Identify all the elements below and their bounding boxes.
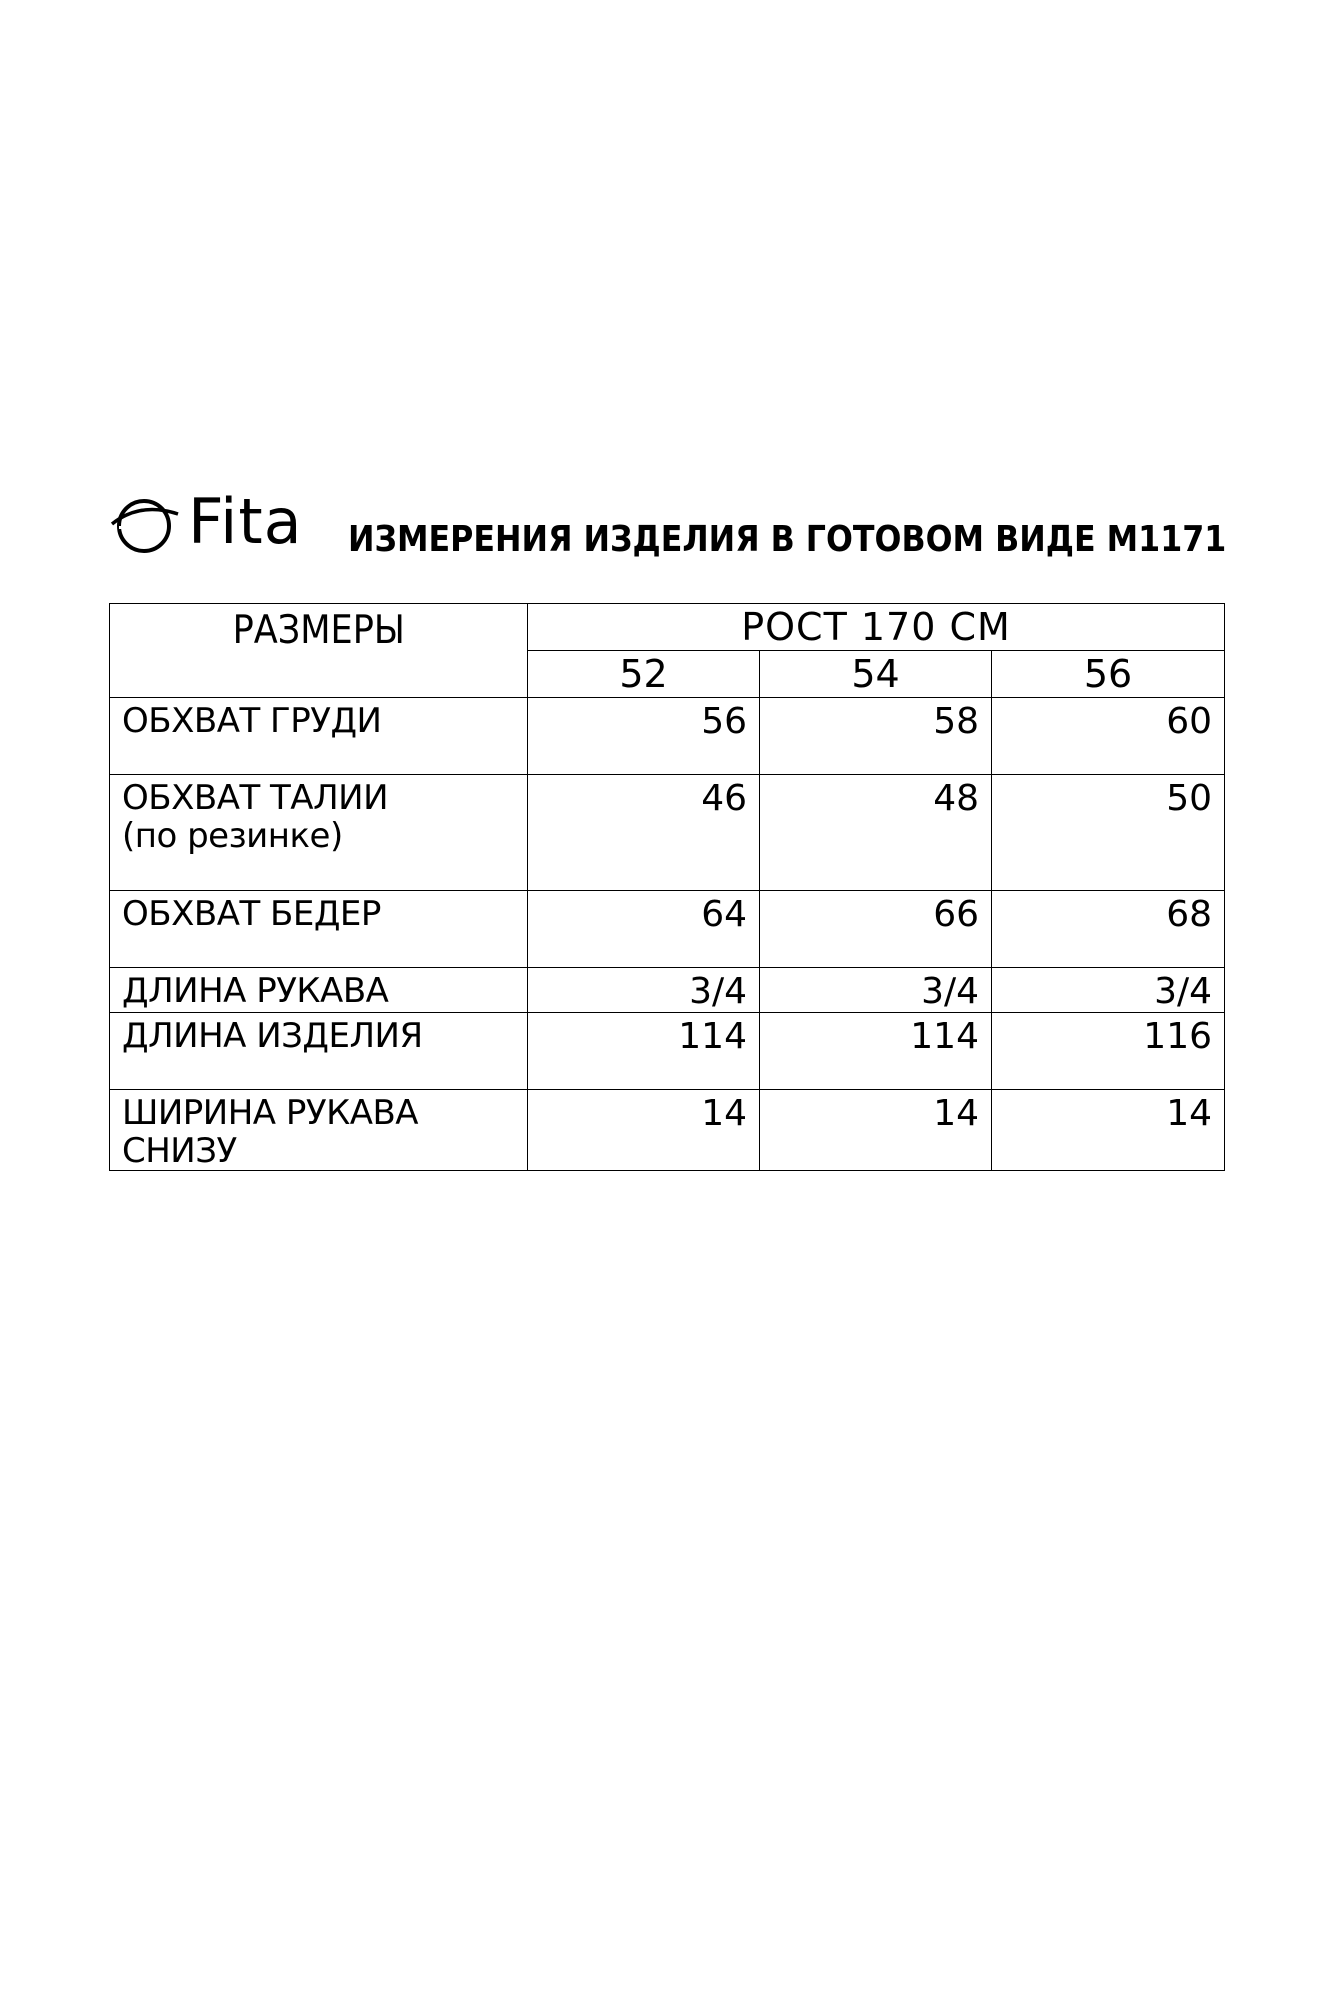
cell-value: 3/4	[528, 968, 760, 1013]
cell-value: 60	[992, 698, 1225, 775]
cell-value: 3/4	[992, 968, 1225, 1013]
document-header	[110, 482, 1230, 572]
height-header: РОСТ 170 СМ	[528, 604, 1225, 651]
cell-value: 66	[760, 891, 992, 968]
cell-value: 14	[992, 1090, 1225, 1171]
cell-value: 46	[528, 775, 760, 891]
row-label: ОБХВАТ ТАЛИИ (по резинке)	[110, 775, 528, 891]
cell-value: 56	[528, 698, 760, 775]
size-header: 52	[528, 651, 760, 698]
cell-value: 68	[992, 891, 1225, 968]
sizes-column-header: РАЗМЕРЫ	[110, 604, 528, 698]
row-label: ШИРИНА РУКАВА СНИЗУ	[110, 1090, 528, 1171]
table-row	[110, 1013, 1225, 1090]
size-measurements-table	[109, 603, 1225, 1171]
table-row	[110, 775, 1225, 891]
cell-value: 48	[760, 775, 992, 891]
brand-logo	[110, 482, 320, 562]
cell-value: 116	[992, 1013, 1225, 1090]
size-header: 54	[760, 651, 992, 698]
row-label: ДЛИНА ИЗДЕЛИЯ	[110, 1013, 528, 1090]
cell-value: 64	[528, 891, 760, 968]
row-label: ОБХВАТ БЕДЕР	[110, 891, 528, 968]
size-header: 56	[992, 651, 1225, 698]
cell-value: 114	[760, 1013, 992, 1090]
cell-value: 3/4	[760, 968, 992, 1013]
page-title: ИЗМЕРЕНИЯ ИЗДЕЛИЯ В ГОТОВОМ ВИДЕ М1171	[348, 519, 1227, 560]
cell-value: 114	[528, 1013, 760, 1090]
cell-value: 14	[528, 1090, 760, 1171]
row-label: ДЛИНА РУКАВА	[110, 968, 528, 1013]
table-row	[110, 698, 1225, 775]
table-row	[110, 968, 1225, 1013]
cell-value: 14	[760, 1090, 992, 1171]
table-row	[110, 891, 1225, 968]
row-label: ОБХВАТ ГРУДИ	[110, 698, 528, 775]
table-header-row	[110, 604, 1225, 651]
brand-wordmark: Fita	[188, 485, 303, 558]
cell-value: 58	[760, 698, 992, 775]
table-row	[110, 1090, 1225, 1171]
cell-value: 50	[992, 775, 1225, 891]
fita-emblem-icon	[110, 490, 180, 556]
